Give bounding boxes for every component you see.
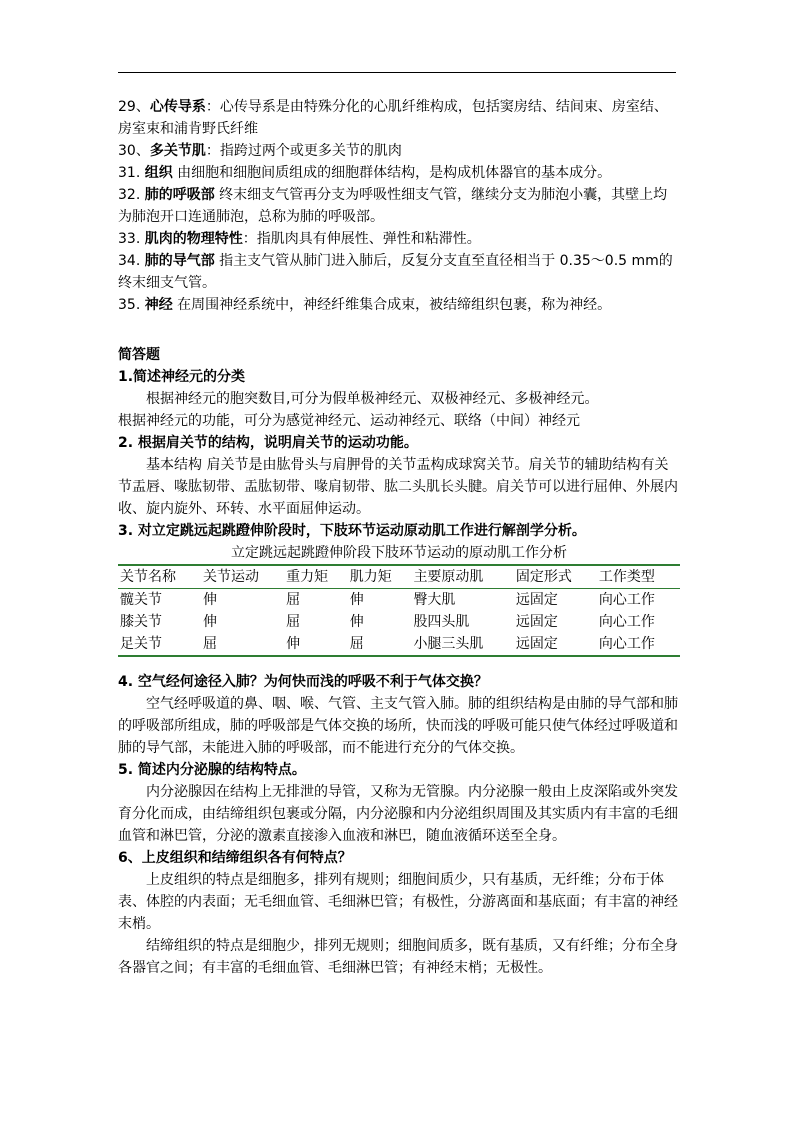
answer-paragraph: 内分泌腺因在结构上无排泄的导管，又称为无管腺。内分泌腺一般由上皮深陷或外突发育分化而成，由结缔组织包裹或分隔，内分泌腺和内分泌组织周围及其实质内有丰富的毛细血管和淋巴管，分泌的激素直接渗入血液和淋巴，随血液循环送至全身。	[118, 784, 678, 844]
question-6	[118, 847, 680, 979]
question-title: 1.简述神经元的分类	[118, 369, 246, 385]
definition-30: 30、多关节肌：指跨过两个或更多关节的肌肉	[118, 143, 402, 159]
definition-term: 多关节肌	[149, 143, 206, 159]
question-title: 4. 空气经何途径入肺？为何快而浅的呼吸不利于气体交换？	[118, 674, 488, 690]
column-header: 工作类型	[598, 569, 655, 585]
definition-text: 在周围神经系统中，神经纤维集合成束，被结缔组织包裹，称为神经。	[177, 297, 612, 313]
question-title: 5. 简述内分泌腺的结构特点。	[118, 762, 306, 778]
table-caption: 立定跳远起跳蹬伸阶段下肢环节运动的原动肌工作分析	[231, 545, 567, 561]
table-row	[118, 611, 680, 633]
column-header: 重力矩	[286, 569, 329, 585]
definition-text: 指跨过两个或更多关节的肌肉	[219, 143, 402, 159]
definitions-list	[118, 96, 680, 316]
table-cell: 向心工作	[598, 614, 655, 630]
answer-paragraph: 空气经呼吸道的鼻、咽、喉、气管、主支气管入肺。肺的组织结构是由肺的导气部和肺的呼吸部所组成，肺的呼吸部是气体交换的场所，快而浅的呼吸可能只使气体经过呼吸道和肺的导气部，未能进入肺的呼吸部，而不能进行充分的气体交换。	[118, 696, 678, 756]
column-header: 关节运动	[203, 569, 260, 585]
section-title: 简答题	[118, 347, 160, 363]
definition-35: 35. 神经 在周围神经系统中，神经纤维集合成束，被结缔组织包裹，称为神经。	[118, 297, 612, 313]
answer-paragraph: 根据神经元的胞突数目,可分为假单极神经元、双极神经元、多极神经元。	[146, 391, 599, 407]
answer-paragraph: 根据神经元的功能，可分为感觉神经元、运动神经元、联络（中间）神经元	[118, 413, 580, 429]
table-cell: 屈	[203, 636, 218, 652]
table-cell: 伸	[349, 614, 364, 630]
question-2	[118, 432, 680, 520]
table-cell: 伸	[349, 592, 364, 608]
prime-mover-table	[118, 564, 680, 657]
question-title: 2. 根据肩关节的结构，说明肩关节的运动功能。	[118, 435, 418, 451]
table-cell: 股四头肌	[413, 614, 470, 630]
table-cell: 伸	[286, 636, 301, 652]
answer-paragraph: 基本结构 肩关节是由肱骨头与肩胛骨的关节盂构成球窝关节。肩关节的辅助结构有关节盂唇、喙肱韧带、盂肱韧带、喙肩韧带、肱二头肌长头腱。肩关节可以进行屈伸、外展内收、旋内旋外、环转、水平面屈伸运动。	[118, 457, 678, 517]
definition-34: 34. 肺的导气部 指主支气管从肺门进入肺后，反复分支直至直径相当于 0.35～0.5 mm的终末细支气管。	[118, 253, 673, 291]
table-cell: 向心工作	[598, 592, 655, 608]
definition-text: 由细胞和细胞间质组成的细胞群体结构，是构成机体器官的基本成分。	[177, 165, 612, 181]
question-3	[118, 520, 680, 657]
definition-text: 指主支气管从肺门进入肺后，反复分支直至直径相当于 0.35～0.5 mm的终末细支气管。	[118, 253, 673, 291]
definition-text: 指肌肉具有伸展性、弹性和粘滞性。	[256, 231, 481, 247]
definition-term: 心传导系	[149, 99, 206, 115]
column-header: 关节名称	[120, 569, 176, 585]
definition-term: 肺的导气部	[144, 253, 215, 269]
table-cell: 臀大肌	[413, 592, 456, 608]
table-cell: 远固定	[515, 592, 558, 608]
question-title: 3. 对立定跳远起跳蹬伸阶段时，下肢环节运动原动肌工作进行解剖学分析。	[118, 523, 586, 539]
table-cell: 屈	[349, 636, 364, 652]
column-header: 主要原动肌	[413, 569, 484, 585]
question-5	[118, 759, 680, 847]
table-header-row	[118, 565, 680, 589]
definition-33: 33. 肌肉的物理特性：指肌肉具有伸展性、弹性和粘滞性。	[118, 231, 481, 247]
definition-text: 终末细支气管再分支为呼吸性细支气管，继续分支为肺泡小囊，其壁上均为肺泡开口连通肺泡，总称为肺的呼吸部。	[118, 187, 668, 225]
spacer	[118, 657, 680, 671]
table-cell: 小腿三头肌	[413, 636, 484, 652]
table-cell: 足关节	[120, 636, 162, 652]
definition-term: 肌肉的物理特性	[144, 231, 243, 247]
table-cell: 屈	[286, 592, 301, 608]
question-1	[118, 366, 680, 432]
table-row	[118, 633, 680, 656]
document-body	[118, 96, 680, 979]
table-cell: 向心工作	[598, 636, 655, 652]
question-4	[118, 671, 680, 759]
definition-term: 神经	[144, 297, 173, 313]
table-cell: 远固定	[515, 636, 558, 652]
question-title: 6、上皮组织和结缔组织各有何特点？	[118, 850, 352, 866]
table-cell: 伸	[203, 592, 218, 608]
definition-text: 心传导系是由特殊分化的心肌纤维构成，包括窦房结、结间束、房室结、房室束和浦肯野氏纤维	[118, 99, 668, 137]
definition-term: 组织	[144, 165, 173, 181]
table-cell: 屈	[286, 614, 301, 630]
table-cell: 伸	[203, 614, 218, 630]
definition-31: 31. 组织 由细胞和细胞间质组成的细胞群体结构，是构成机体器官的基本成分。	[118, 165, 612, 181]
definition-32: 32. 肺的呼吸部 终末细支气管再分支为呼吸性细支气管，继续分支为肺泡小囊，其壁上均为肺泡开口连通肺泡，总称为肺的呼吸部。	[118, 187, 668, 225]
answer-paragraph: 结缔组织的特点是细胞少，排列无规则；细胞间质多，既有基质，又有纤维；分布全身各器官之间；有丰富的毛细血管、毛细淋巴管；有神经末梢；无极性。	[118, 938, 678, 976]
definition-29: 29、心传导系：心传导系是由特殊分化的心肌纤维构成，包括窦房结、结间束、房室结、房室束和浦肯野氏纤维	[118, 99, 668, 137]
column-header: 固定形式	[515, 569, 572, 585]
column-header: 肌力矩	[349, 569, 392, 585]
table-cell: 膝关节	[120, 614, 162, 630]
header-rule	[118, 72, 676, 73]
table-row	[118, 589, 680, 612]
definition-term: 肺的呼吸部	[144, 187, 215, 203]
answer-paragraph: 上皮组织的特点是细胞多，排列有规则；细胞间质少，只有基质，无纤维；分布于体表、体腔的内表面；无毛细血管、毛细淋巴管；有极性，分游离面和基底面；有丰富的神经末梢。	[118, 872, 678, 932]
table-cell: 远固定	[515, 614, 558, 630]
table-cell: 髋关节	[120, 592, 162, 608]
